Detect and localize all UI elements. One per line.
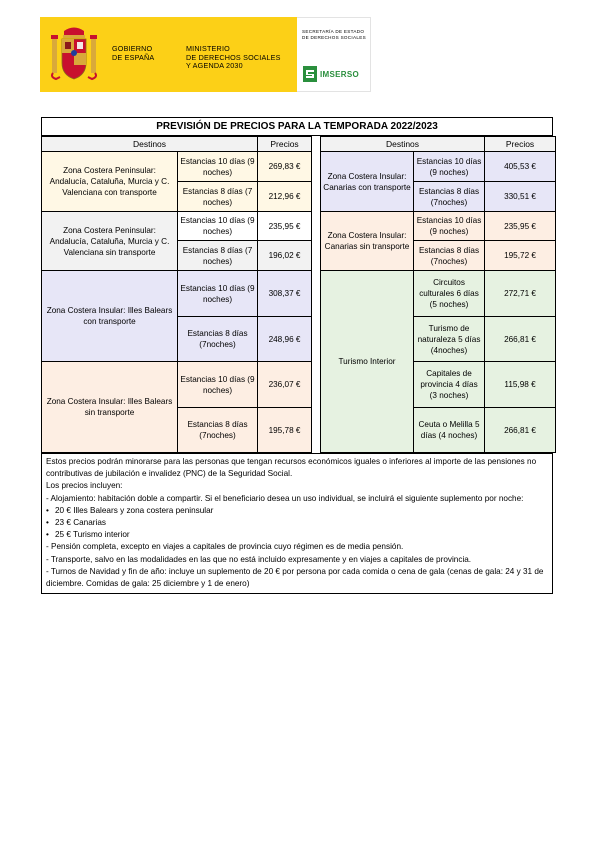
destino-cell: Zona Costera Insular: Illes Balears sin transporte <box>42 362 178 453</box>
precio-cell: 235,95 € <box>485 212 556 241</box>
gobierno-label <box>112 45 154 62</box>
bullet-text: 25 € Turismo interior <box>55 530 130 540</box>
precio-cell: 195,78 € <box>258 408 312 453</box>
right-price-table <box>320 136 556 453</box>
table-row <box>321 271 556 317</box>
precio-cell: 212,96 € <box>258 182 312 212</box>
imserso-text: IMSERSO <box>320 69 359 79</box>
notes-alojamiento: - Alojamiento: habitación doble a compartir. Si el beneficiario desea un uso individual, se incluirá el siguiente suplemento por noche: <box>46 493 524 503</box>
destino-cell: Zona Costera Peninsular: Andalucía, Cataluña, Murcia y C. Valenciana con transporte <box>42 152 178 212</box>
notes-transporte: - Transporte, salvo en las modalidades en las que no está incluido expresamente y en viajes a capitales de provincia. <box>46 554 472 564</box>
precio-cell: 266,81 € <box>485 317 556 362</box>
list-item <box>46 529 548 541</box>
bullet-text: 20 € Illes Balears y zona costera peninsular <box>55 505 214 515</box>
notes-section <box>42 453 552 593</box>
table-row <box>321 152 556 182</box>
ministerio-label <box>186 45 281 71</box>
table-row <box>321 212 556 241</box>
gobierno-line2: DE ESPAÑA <box>112 52 155 62</box>
precio-cell: 330,51 € <box>485 182 556 212</box>
bullet-icon: • <box>46 505 49 515</box>
precio-cell: 269,83 € <box>258 152 312 182</box>
estancia-cell: Turismo de naturaleza 5 días (4noches) <box>414 317 485 362</box>
estancia-cell: Estancias 10 días (9 noches) <box>178 362 258 408</box>
estancia-cell: Estancias 10 días (9 noches) <box>414 152 485 182</box>
estancia-cell: Ceuta o Melilla 5 días (4 noches) <box>414 408 485 453</box>
precio-cell: 266,81 € <box>485 408 556 453</box>
destinos-header: Destinos <box>42 137 258 152</box>
estancia-cell: Estancias 8 días (7noches) <box>414 182 485 212</box>
notes-turnos: - Turnos de Navidad y fin de año: incluye un suplemento de 20 € por persona por cada comida o cena de gala (cenas de gala: 24 y 31 de diciembre. Comidas de gala: 25 diciembre y 1 de enero) <box>46 566 544 589</box>
estancia-cell: Estancias 10 días (9 noches) <box>414 212 485 241</box>
precios-header: Precios <box>258 137 312 152</box>
precios-header: Precios <box>485 137 556 152</box>
precio-cell: 236,07 € <box>258 362 312 408</box>
table-row <box>42 362 312 408</box>
bullet-icon: • <box>46 518 49 528</box>
ministerio-line2: DE DERECHOS SOCIALES <box>186 52 281 62</box>
precio-cell: 405,53 € <box>485 152 556 182</box>
destinos-header: Destinos <box>321 137 485 152</box>
precio-cell: 196,02 € <box>258 241 312 271</box>
estancia-cell: Estancias 8 días (7noches) <box>414 241 485 271</box>
destino-cell: Turismo Interior <box>321 271 414 453</box>
secretaria-line1: SECRETARÍA DE ESTADO <box>302 29 365 34</box>
secretaria-label <box>302 29 366 41</box>
gobierno-line1: GOBIERNO <box>112 44 153 53</box>
notes-pension: - Pensión completa, excepto en viajes a capitales de provincia cuyo régimen es de media pensión. <box>46 542 404 552</box>
imserso-logo <box>303 66 359 82</box>
precio-cell: 195,72 € <box>485 241 556 271</box>
table-row <box>42 271 312 317</box>
list-item <box>46 517 548 529</box>
left-price-table <box>41 136 312 453</box>
estancia-cell: Estancias 8 días (7noches) <box>178 317 258 362</box>
estancia-cell: Estancias 8 días (7 noches) <box>178 241 258 271</box>
estancia-cell: Capitales de provincia 4 días (3 noches) <box>414 362 485 408</box>
secretaria-line2: DE DERECHOS SOCIALES <box>302 35 366 40</box>
price-document <box>41 117 553 594</box>
precio-cell: 308,37 € <box>258 271 312 317</box>
precio-cell: 115,98 € <box>485 362 556 408</box>
spain-coat-of-arms-icon <box>50 25 98 85</box>
destino-cell: Zona Costera Peninsular: Andalucía, Cataluña, Murcia y C. Valenciana sin transporte <box>42 212 178 271</box>
estancia-cell: Estancias 10 días (9 noches) <box>178 212 258 241</box>
estancia-cell: Estancias 8 días (7 noches) <box>178 182 258 212</box>
destino-cell: Zona Costera Insular: Illes Balears con transporte <box>42 271 178 362</box>
government-banner <box>40 17 297 92</box>
estancia-cell: Estancias 10 días (9 noches) <box>178 152 258 182</box>
destino-cell: Zona Costera Insular: Canarias con transporte <box>321 152 414 212</box>
precio-cell: 248,96 € <box>258 317 312 362</box>
estancia-cell: Estancias 8 días (7noches) <box>178 408 258 453</box>
estancia-cell: Estancias 10 días (9 noches) <box>178 271 258 317</box>
destino-cell: Zona Costera Insular: Canarias sin transporte <box>321 212 414 271</box>
notes-intro: Estos precios podrán minorarse para las personas que tengan recursos económicos iguales o inferiores al importe de las pensiones no contributivas de jubilación e invalidez (PNC) de la Seguridad Social. <box>46 457 537 479</box>
ministerio-line3: Y AGENDA 2030 <box>186 61 243 70</box>
list-item <box>46 505 548 517</box>
imserso-panel <box>297 17 371 92</box>
bullet-text: 23 € Canarias <box>55 518 106 528</box>
bullet-icon: • <box>46 530 49 540</box>
price-tables <box>42 136 552 453</box>
precio-cell: 235,95 € <box>258 212 312 241</box>
imserso-logo-icon <box>303 66 317 82</box>
notes-incluyen: Los precios incluyen: <box>46 481 123 491</box>
ministerio-line1: MINISTERIO <box>186 44 230 53</box>
table-row <box>42 152 312 182</box>
page-title: PREVISIÓN DE PRECIOS PARA LA TEMPORADA 2022/2023 <box>42 118 552 136</box>
table-row <box>42 212 312 241</box>
page-header <box>40 17 371 92</box>
precio-cell: 272,71 € <box>485 271 556 317</box>
estancia-cell: Circuitos culturales 6 días (5 noches) <box>414 271 485 317</box>
